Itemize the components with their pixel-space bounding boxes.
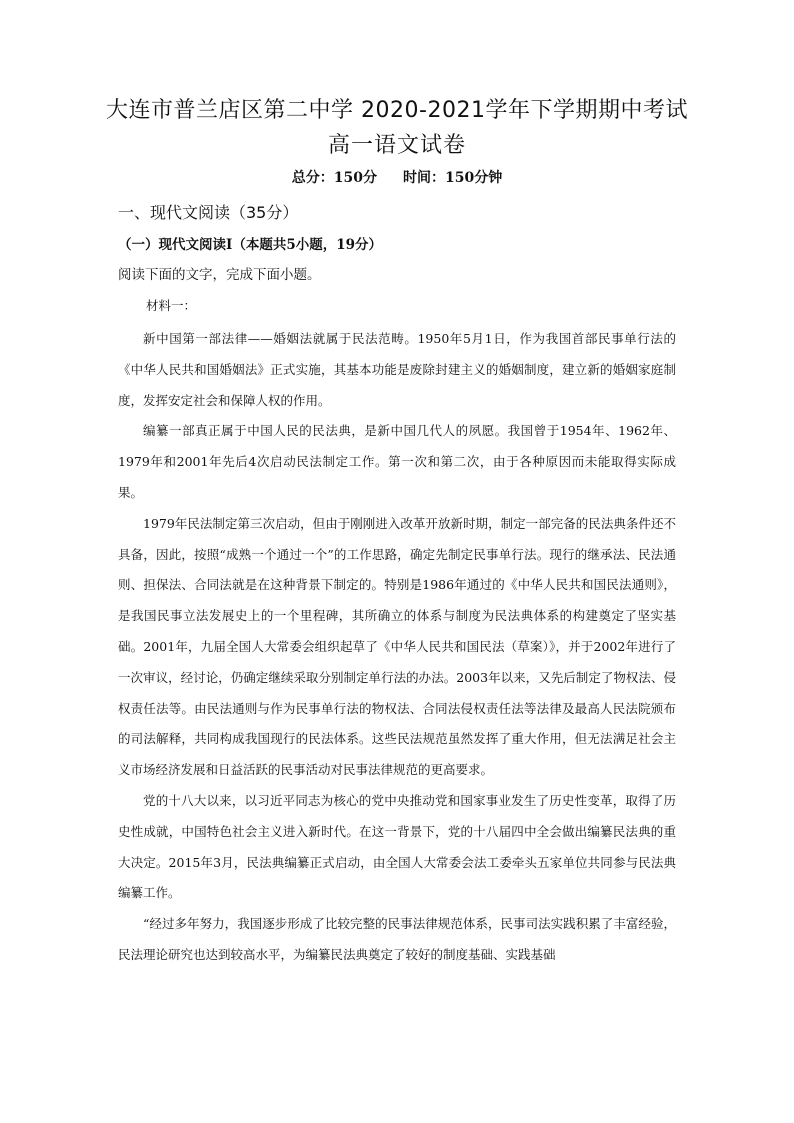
exam-time: 时间：150分钟: [403, 170, 503, 186]
exam-meta: [0, 168, 794, 188]
passage-paragraph: 1979年民法制定第三次启动，但由于刚刚进入改革开放新时期，制定一部完备的民法典条件还不具备，因此，按照“成熟一个通过一个”的工作思路，确定先制定民事单行法。现行的继承法、民法通则、担保法、合同法就是在这种背景下制定的。特别是1986年通过的《中华人民共和国民法通则》，是我国民事立法发展史上的一个里程碑，其所确立的体系与制度为民法典体系的构建奠定了坚实基础。2001年，九届全国人大常委会组织起草了《中华人民共和国民法（草案）》，并于2002年进行了一次审议，经讨论，仍确定继续采取分别制定单行法的办法。2003年以来，又先后制定了物权法、侵权责任法等。由民法通则与作为民事单行法的物权法、合同法侵权责任法等法律及最高人民法院颁布的司法解释，共同构成我国现行的民法体系。这些民法规范虽然发挥了重大作用，但无法满足社会主义市场经济发展和日益活跃的民事活动对民事法律规范的更高要求。: [118, 515, 676, 778]
passage-body: [118, 324, 676, 971]
subsection-heading: （一）现代文阅读Ⅰ（本题共5小题，19分）: [118, 237, 382, 253]
material-label: 材料一：: [146, 298, 197, 313]
passage-paragraph: 新中国第一部法律——婚姻法就属于民法范畴。1950年5月1日，作为我国首部民事单行法的《中华人民共和国婚姻法》正式实施，其基本功能是废除封建主义的婚姻制度，建立新的婚姻家庭制度，发挥安定社会和保障人权的作用。: [118, 331, 676, 408]
total-score: 总分：150分: [291, 170, 377, 186]
passage-paragraph: 编纂一部真正属于中国人民的民法典，是新中国几代人的夙愿。我国曾于1954年、1962年、1979年和2001年先后4次启动民法制定工作。第一次和第二次，由于各种原因而未能取得实际成果。: [118, 423, 676, 500]
reading-instruction: 阅读下面的文字，完成下面小题。: [118, 267, 321, 283]
exam-subtitle: 高一语文试卷: [327, 133, 466, 158]
exam-title: 大连市普兰店区第二中学 2020-2021学年下学期期中考试: [106, 98, 688, 123]
passage-paragraph: “经过多年努力，我国逐步形成了比较完整的民事法律规范体系，民事司法实践积累了丰富经验，民法理论研究也达到较高水平，为编纂民法典奠定了较好的制度基础、实践基础: [118, 916, 676, 962]
passage-paragraph: 党的十八大以来，以习近平同志为核心的党中央推动党和国家事业发生了历史性变革，取得了历史性成就，中国特色社会主义进入新时代。在这一背景下，党的十八届四中全会做出编纂民法典的重大决定。2015年3月，民法典编纂正式启动，由全国人大常委会法工委牵头五家单位共同参与民法典编纂工作。: [118, 792, 676, 901]
section-heading: 一、现代文阅读（35分）: [118, 203, 299, 222]
